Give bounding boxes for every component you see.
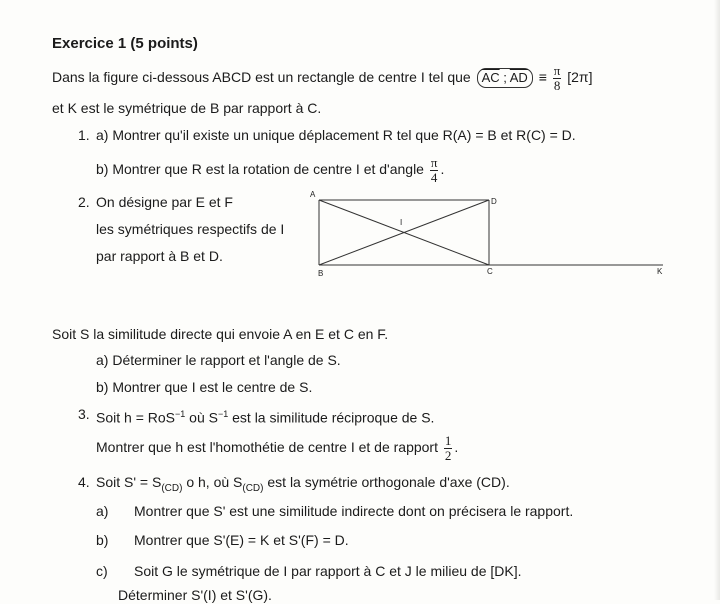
modulo: [2π] [567,69,593,86]
q1-number: 1. [78,127,90,143]
q4-line-1: Soit $S' = S_{(CD)}$ o h, où $S_{(CD)}$ est la symétrie orthogonale d'axe (CD). [96,474,510,494]
page-edge-shadow [714,0,720,600]
q1-a: a) Montrer qu'il existe un unique déplacement R tel que R(A) = B et R(C) = D. [96,127,576,143]
q2-line-2: les symétriques respectifs de I [96,221,285,237]
label-c: C [487,267,493,276]
intro-text: Dans la figure ci-dessous ABCD est un rectangle de centre I tel que [52,69,471,86]
angle-fraction: $\frac{\pi}{8}$ [553,63,561,93]
q4-b-label: b) [96,532,109,548]
q1-b: b) Montrer que R est la rotation de centre I et d'angle $\frac{\pi}{4}$ . [96,155,445,185]
q4-number: 4. [78,474,90,490]
q2-number: 2. [78,194,90,210]
intro-line-1 [52,64,592,93]
vector-ad: $\overline{AD}$ [509,70,528,86]
q4-a-label: a) [96,503,109,519]
label-a: A [310,190,316,199]
q4-c-label: c) [96,563,108,579]
label-d: D [491,197,497,206]
label-k: K [657,267,663,276]
equiv-sign: ≡ [538,69,547,86]
q4-b: Montrer que S'(E) = K et S'(F) = D. [134,532,349,548]
s-intro: Soit S la similitude directe qui envoie A en E et C en F. [52,326,389,342]
rectangle-figure [305,188,675,283]
label-b: B [318,269,324,278]
q3-line-2: Montrer que h est l'homothétie de centre I et de rapport $\frac{1}{2}$ . [96,433,459,463]
vector-separator: ; [499,70,510,86]
q3-line-1: Soit h = RoS$^{-1}$ où $S^{-1}$ est la similitude réciproque de S. [96,409,435,426]
q1-b-fraction: $\frac{\pi}{4}$ [430,155,438,185]
q4-c: Soit G le symétrique de I par rapport à C et J le milieu de [DK]. [134,563,522,579]
intro-line-2: et K est le symétrique de B par rapport à C. [52,100,322,116]
q4-a: Montrer que S' est une similitude indirecte dont on précisera le rapport. [134,503,574,519]
exercise-title: Exercice 1 (5 points) [52,35,198,52]
q3-fraction: $\frac{1}{2}$ [444,433,452,463]
label-i: I [400,218,403,227]
q2-line-3: par rapport à B et D. [96,248,223,264]
q4-c-line-2: Déterminer S'(I) et S'(G). [118,587,272,603]
s-b: b) Montrer que I est le centre de S. [96,379,313,395]
vector-ac: $\overline{AC}$ [481,70,500,86]
q3-number: 3. [78,406,90,422]
s-a: a) Déterminer le rapport et l'angle de S. [96,352,341,368]
angle-vectors [477,68,533,88]
q2-line-1: On désigne par E et F [96,194,233,210]
